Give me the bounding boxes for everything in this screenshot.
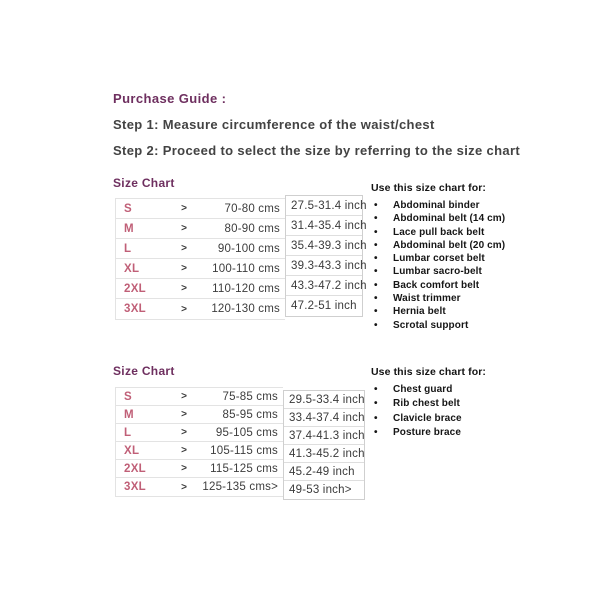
cms-value: 115-125 cms [210, 462, 278, 475]
inch-value: 47.2-51 inch [291, 300, 357, 312]
chevron-right-icon: > [181, 263, 187, 274]
size-chart-heading: Size Chart [113, 176, 175, 190]
table-row [116, 442, 283, 460]
bullet-icon: • [374, 226, 378, 238]
bullet-icon: • [374, 398, 378, 410]
list-item-label: Lace pull back belt [393, 226, 485, 238]
table-row [116, 406, 283, 424]
chevron-right-icon: > [181, 243, 187, 254]
list-item [371, 239, 521, 252]
size-label: S [124, 202, 132, 215]
table-row [116, 424, 283, 442]
table-row [116, 478, 283, 496]
inch-value: 43.3-47.2 inch [286, 276, 362, 296]
size-label: 3XL [124, 303, 146, 315]
bullet-icon: • [374, 319, 378, 331]
list-item [371, 265, 521, 278]
size-label: M [124, 408, 134, 421]
inch-value: 29.5-33.4 inch [284, 391, 364, 409]
bullet-icon: • [374, 384, 378, 395]
inch-value: 33.4-37.4 inch [284, 409, 364, 427]
list-item [371, 226, 521, 239]
uses-panel [371, 366, 521, 440]
list-item-label: Abdominal belt (14 cm) [393, 213, 506, 225]
chevron-right-icon: > [181, 223, 187, 234]
inch-value: 45.2-49 inch [284, 463, 364, 481]
cms-value: 75-85 cms [222, 390, 278, 403]
list-item-label: Waist trimmer [393, 293, 461, 305]
chevron-right-icon: > [181, 481, 187, 493]
cms-value: 105-115 cms [210, 444, 278, 457]
chevron-right-icon: > [181, 445, 187, 456]
bullet-icon: • [374, 266, 378, 278]
size-label: L [124, 242, 132, 255]
uses-panel [371, 182, 521, 332]
list-item-label: Chest guard [393, 384, 453, 395]
list-item [371, 426, 521, 440]
bullet-icon: • [374, 426, 378, 438]
chevron-right-icon: > [181, 427, 187, 438]
cms-value: 110-120 cms [212, 282, 280, 295]
list-item-label: Abdominal belt (20 cm) [393, 239, 506, 251]
list-item-label: Hernia belt [393, 306, 446, 318]
chevron-right-icon: > [181, 463, 187, 474]
size-chart-heading: Size Chart [113, 364, 175, 378]
step-2-text: Step 2: Proceed to select the size by referring to the size chart [113, 143, 521, 158]
cms-value: 95-105 cms [215, 426, 278, 439]
chevron-right-icon: > [181, 409, 187, 420]
bullet-icon: • [374, 213, 378, 225]
list-item [371, 412, 521, 426]
chevron-right-icon: > [181, 283, 187, 294]
size-label: 2XL [124, 282, 146, 295]
bullet-icon: • [374, 239, 378, 251]
size-table-inch-column [285, 195, 367, 317]
list-item [371, 279, 521, 292]
list-item [371, 199, 521, 212]
cms-value: 120-130 cms [211, 303, 280, 315]
size-table [115, 387, 365, 497]
list-item-label: Posture brace [393, 426, 461, 438]
inch-value: 31.4-35.4 inch [286, 216, 362, 236]
table-row [116, 460, 283, 478]
list-item-label: Back comfort belt [393, 279, 480, 291]
bullet-icon: • [374, 279, 378, 291]
list-item-label: Scrotal support [393, 319, 469, 331]
table-row [116, 199, 285, 219]
bullet-icon: • [374, 293, 378, 305]
cms-value: 125-135 cms> [202, 481, 278, 493]
size-label: XL [124, 262, 140, 275]
table-row [116, 279, 285, 299]
size-table-left [115, 387, 283, 497]
table-row [116, 239, 285, 259]
table-row [116, 388, 283, 406]
list-item [371, 292, 521, 305]
chevron-right-icon: > [181, 203, 187, 214]
inch-value: 41.3-45.2 inch [284, 445, 364, 463]
inch-value: 39.3-43.3 inch [286, 256, 362, 276]
list-item-label: Clavicle brace [393, 412, 462, 424]
cms-value: 70-80 cms [224, 202, 280, 215]
size-table [115, 198, 367, 320]
list-item-label: Rib chest belt [393, 398, 460, 410]
uses-title: Use this size chart for: [371, 182, 487, 194]
list-item [371, 252, 521, 265]
chevron-right-icon: > [181, 303, 187, 315]
list-item-label: Lumbar sacro-belt [393, 266, 482, 278]
list-item [371, 212, 521, 225]
page-title: Purchase Guide : [113, 91, 227, 106]
size-label: M [124, 222, 134, 235]
cms-value: 100-110 cms [212, 262, 280, 275]
list-item-label: Lumbar corset belt [393, 253, 485, 265]
size-label: 2XL [124, 462, 146, 475]
size-label: S [124, 390, 132, 403]
cms-value: 85-95 cms [222, 408, 278, 421]
list-item [371, 383, 521, 397]
size-label: L [124, 426, 132, 439]
inch-value: 49-53 inch> [289, 484, 352, 496]
size-label: XL [124, 444, 140, 457]
inch-value: 37.4-41.3 inch [284, 427, 364, 445]
chevron-right-icon: > [181, 391, 187, 402]
inch-value: 35.4-39.3 inch [286, 236, 362, 256]
uses-list [371, 199, 521, 332]
table-row [116, 219, 285, 239]
list-item-label: Abdominal binder [393, 200, 480, 211]
size-table-inch-column [283, 390, 365, 500]
bullet-icon: • [374, 200, 378, 211]
list-item [371, 397, 521, 411]
bullet-icon: • [374, 306, 378, 318]
cms-value: 90-100 cms [217, 242, 280, 255]
list-item [371, 319, 521, 332]
bullet-icon: • [374, 253, 378, 265]
cms-value: 80-90 cms [224, 222, 280, 235]
table-row [116, 259, 285, 279]
uses-title: Use this size chart for: [371, 366, 487, 378]
bullet-icon: • [374, 412, 378, 424]
table-row [116, 299, 285, 319]
inch-value: 27.5-31.4 inch [286, 196, 362, 216]
size-label: 3XL [124, 481, 146, 493]
uses-list [371, 383, 521, 440]
step-1-text: Step 1: Measure circumference of the waist/chest [113, 117, 435, 132]
size-table-left [115, 198, 285, 320]
list-item [371, 305, 521, 318]
